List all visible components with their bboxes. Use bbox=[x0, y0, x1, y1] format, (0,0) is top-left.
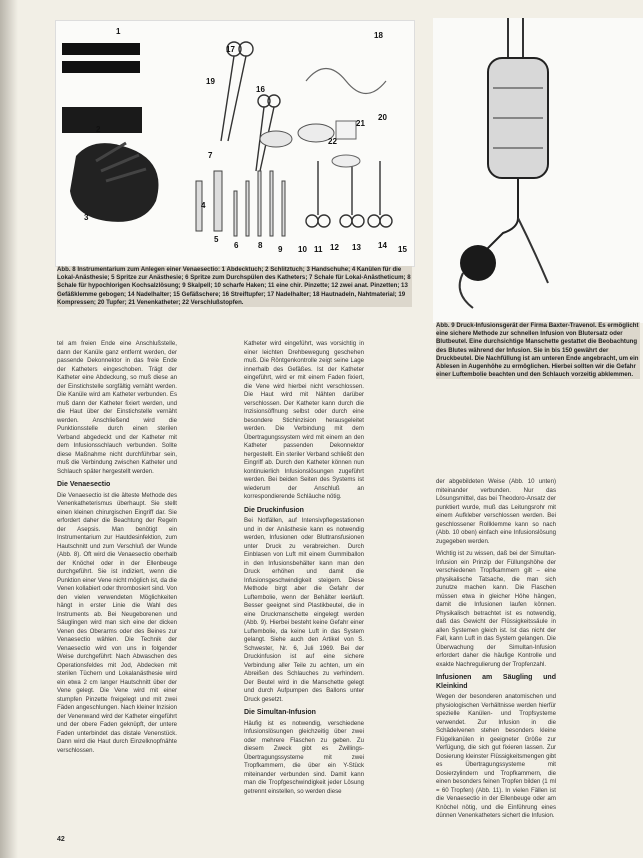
heading-druckinfusion: Die Druckinfusion bbox=[244, 506, 304, 514]
label-4: 4 bbox=[201, 201, 206, 210]
label-2: 2 bbox=[96, 125, 101, 134]
label-17: 17 bbox=[226, 45, 235, 54]
col3-body-2: Wegen der besonderen anatomischen und physiologischen Verhältnisse werden hierfür spezielle Kanülen- und Tropfsysteme verwendet. Zur Infusion in die Schädelvenen stehen besonders kleine Flügelkanülen in geeigneter Größe zur Verfügung, die sich gut fixieren lassen. Zur Dosierung kleinster Flüssigkeitsmengen gibt es Übertragungssysteme mit Dosierzylindern und Tropfkammern, die einen besonders feinen Tropfen bilden (1 ml = 60 Tropfen) (Abb. 11). In vielen Fällen ist die Venaesectio in der Ellenbeuge oder am Knöchel nötig, und die Einführung eines dünnen Venenkatheters sichert die Infusion. bbox=[436, 693, 556, 819]
label-13: 13 bbox=[352, 243, 361, 252]
col1-intro: tel am freien Ende eine Anschlußstelle, dann der Kanüle ganz entfernt werden, der passende Dekonnektor in das freie Ende der Katheters eingeschoben. Trägt der Katheter eine Abdeckung, so muß diese an der Einstichstelle sorgfältig vernäht werden. Die Kanüle wird am Katheter verbunden. Es muß dann der Katheter fixiert werden, und die Haut über der Einstichstelle vernäht werden. Anschließend wird die Punktionsstelle durch einen sterilen Verband abgedeckt und der Katheter mit dem Infusionsschlauch verbunden. Sollte diese Maßnahme nicht durchführbar sein, muß die Verbindung zwischen Katheter und Schlauch später hergestellt werden. bbox=[57, 340, 177, 475]
label-15: 15 bbox=[398, 245, 407, 254]
pressure-device-illustration bbox=[433, 18, 643, 323]
label-22: 22 bbox=[328, 137, 337, 146]
label-6: 6 bbox=[234, 241, 239, 250]
label-1: 1 bbox=[116, 27, 121, 36]
text-column-1 bbox=[57, 340, 177, 755]
text-column-3 bbox=[436, 478, 556, 821]
label-18: 18 bbox=[374, 31, 383, 40]
label-10: 10 bbox=[298, 245, 307, 254]
col2-intro: Katheter wird eingeführt, was vorsichtig in einer leichten Drehbewegung geschehen muß. Die Röntgenkontrolle zeigt seine Lage innerhalb des Gefäßes. Ist der Katheter eingeführt, wird er mit einem Faden fixiert, die Vene wird hierbei nicht verschlossen. Die Haut wird mit Nähten darüber verschlossen. Der Katheter kann durch die Inzisionsöffnung selbst oder durch eine besondere Stichinzision herausgeleitet werden. Die Verbindung mit dem Übertragungssystem wird mit einem an den Katheter passenden Dekonnektor hergestellt. Ein steriler Verband schließt den Eingriff ab. Durch den Katheter können nun kontinuierlich Infusionslösungen zugeführt werden. Bei beiden Seiten des Systems ist wiederum der Anschluß an korrespondierende Schläuche nötig. bbox=[244, 340, 364, 500]
heading-saeugling: Infusionen am Säugling und Kleinkind bbox=[436, 674, 556, 690]
heading-venaesectio: Die Venaesectio bbox=[57, 481, 111, 488]
text-column-2 bbox=[244, 340, 364, 796]
label-5: 5 bbox=[214, 235, 219, 244]
col2-body-2: Häufig ist es notwendig, verschiedene Infusionslösungen gleichzeitig über zwei oder mehrere Flaschen zu geben. Zu diesem Zweck gibt es Zwillings-Übertragungssysteme mit zwei Tropfkammern, die über ein Y-Stück miteinander verbunden sind. Damit kann man die Tropfgeschwindigkeit jeder Lösung getrennt einstellen, so werden diese bbox=[244, 719, 364, 795]
col3-body-1: Wichtig ist zu wissen, daß bei der Simultan-Infusion ein Prinzip der Füllungshöhe der verschiedenen Tropfkammern gilt – eine physikalische Tatsache, die man sich zunutze machen kann. Die Flaschen müssen etwa in gleicher Höhe hängen, damit die Infusionen laufen können. Physikalisch betrachtet ist es notwendig, daß das Gewicht der Flüssigkeitssäule in allen Systemen gleich ist. Ist das nicht der Fall, kann Luft in das System gelangen. Die Überwachung der Simultan-Infusion erfordert daher die häufige Kontrolle und exakte Nachregulierung der Tropfenzahl. bbox=[436, 550, 556, 668]
col1-body: Die Venaesectio ist die älteste Methode des Venenkatheterismus überhaupt. Sie stellt einen kleinen chirurgischen Eingriff dar. Sie erfordert daher die Beachtung der Regeln der Asepsis. Man benötigt ein Instrumentarium zur Hautdesinfektion, zum Hautschnitt und zum Verschluß der Wunde (Abb. 8). Oft wird die Venaesectio oberhalb der Knöchel oder in der Ellenbeuge durchgeführt. Sie ist indiziert, wenn die Punktion einer Vene nicht möglich ist, da die Venen kollabiert oder thrombosiert sind. Von den vielen verwendeten Möglichkeiten hängt in erster Linie die Wahl des Instruments ab. Bei Neugeborenen und Säuglingen wird man sich eine der dicken Venen des Oberarms oder des Beines zur Venaesectio wählen. Die Technik der Venaesectio wird von uns in folgender Weise durchgeführt: Nach Abwaschen des Operationsfeldes mit Jod, Abdecken mit sterilen Tüchern und Lokalanästhesie wird ein etwa 2 cm langer Hautschnitt über der Vene gelegt. Die Vene wird mit einer stumpfen Pinzette freigelegt und mit zwei Fäden angeschlungen. Nach kleiner Inzision der Venenwand wird der Katheter eingeführt und der obere Faden geknüpft, der untere Faden unterbindet das distale Venenstück. Dann wird die Haut durch Einzelknopfnähte verschlossen. bbox=[57, 491, 177, 754]
label-19: 19 bbox=[206, 77, 215, 86]
label-9: 9 bbox=[278, 245, 283, 254]
instrument-photo bbox=[55, 20, 415, 267]
label-14: 14 bbox=[378, 241, 387, 250]
label-20: 20 bbox=[378, 113, 387, 122]
label-7: 7 bbox=[208, 151, 213, 160]
col2-body-1: Bei Notfällen, auf Intensivpflegestationen und in der Anästhesie kann es notwendig werden, Infusionen oder Bluttransfusionen unter Druck zu verabreichen. Durch Einblasen von Luft mit einem Gummiballon in den Infusionsbehälter kann man den Druck erhöhen und damit die Infusionsgeschwindigkeit steigern. Diese Methode birgt aber die Gefahr der Luftembolie, wenn der Behälter leerläuft. Besser geeignet sind Plastikbeutel, die in eine Druckmanschette eingelegt werden (Abb. 9). Hierbei besteht keine Gefahr einer Luftembolie, da keine Luft in das System gelangt. Siehe auch den Artikel von S. Schwester, Nr. 6, Juli 1969. Bei der Druckinfusion ist auf eine sichere Verbindung aller Teile zu achten, um ein Abreißen des Schlauches zu verhindern. Der Beutel wird in die Manschette gelegt und durch Aufpumpen des Ballons unter Druck gesetzt. bbox=[244, 517, 364, 703]
label-21: 21 bbox=[356, 119, 365, 128]
pressure-infusion-photo bbox=[433, 18, 643, 323]
label-11: 11 bbox=[314, 245, 323, 254]
page-number: 42 bbox=[57, 836, 65, 843]
heading-simultan-infusion: Die Simultan-Infusion bbox=[244, 709, 316, 716]
label-16: 16 bbox=[256, 85, 265, 94]
figure-2-caption: Abb. 9 Druck-Infusionsgerät der Firma Baxter-Travenol. Es ermöglicht eine sichere Methode zur schnellen Infusion von Blutersatz oder Blutbeutel. Eine durchsichtige Manschette gestattet die Beobachtung des Blutes während der Infusion. Sie in bis 150 gewährt der Druckbeutel. Die Nachfüllung ist am unteren Ende angebracht, um ein Ablesen in Augenhöhe zu ermöglichen. Hierbei sollten wir die Gefahr einer Luftembolie beachten und den Schlauch vorzeitig abklemmen. bbox=[436, 322, 639, 379]
binding-shadow bbox=[0, 0, 18, 858]
label-3: 3 bbox=[84, 213, 89, 222]
figure-1-caption: Abb. 8 Instrumentarium zum Anlegen einer Venaesectio: 1 Abdecktuch; 2 Schlitztuch; 3 Handschuhe; 4 Kanülen für die Lokal-Anästhesie; 5 Spritze zur Anästhesie; 6 Spritze zum Durchspülen des Katheters; 7 Schale für Lokal-Anästheticum; 8 Schale für hypochlorigen Kochsalzlösung; 9 Skalpell; 10 scharfe Haken; 11 eine chir. Pinzette; 12 zwei anat. Pinzetten; 13 Gefäßklemme gebogen; 14 Nadelhalter; 15 Gefäßschere; 16 Streiftupfer; 17 Nadelhalter; 18 Hautnadeln, Nahtmaterial; 19 Kompressen; 20 Tupfer; 21 Venenkatheter; 22 Verschlußstopfen. bbox=[57, 266, 411, 306]
col3-intro: der abgebildeten Weise (Abb. 10 unten) miteinander verbunden. Nur das Lösungsmittel, das bei Theodoro-Ansatz der punktiert wurde, muß das Leitungsrohr mit einem Aufkleber verschlossen werden. Bei geschlossener Rollklemme kann so nach (Abb. 10 oben) einfach eine Infusionslösung zugegeben werden. bbox=[436, 478, 556, 545]
instrument-illustration bbox=[56, 21, 414, 266]
label-12: 12 bbox=[330, 243, 339, 252]
label-8: 8 bbox=[258, 241, 263, 250]
